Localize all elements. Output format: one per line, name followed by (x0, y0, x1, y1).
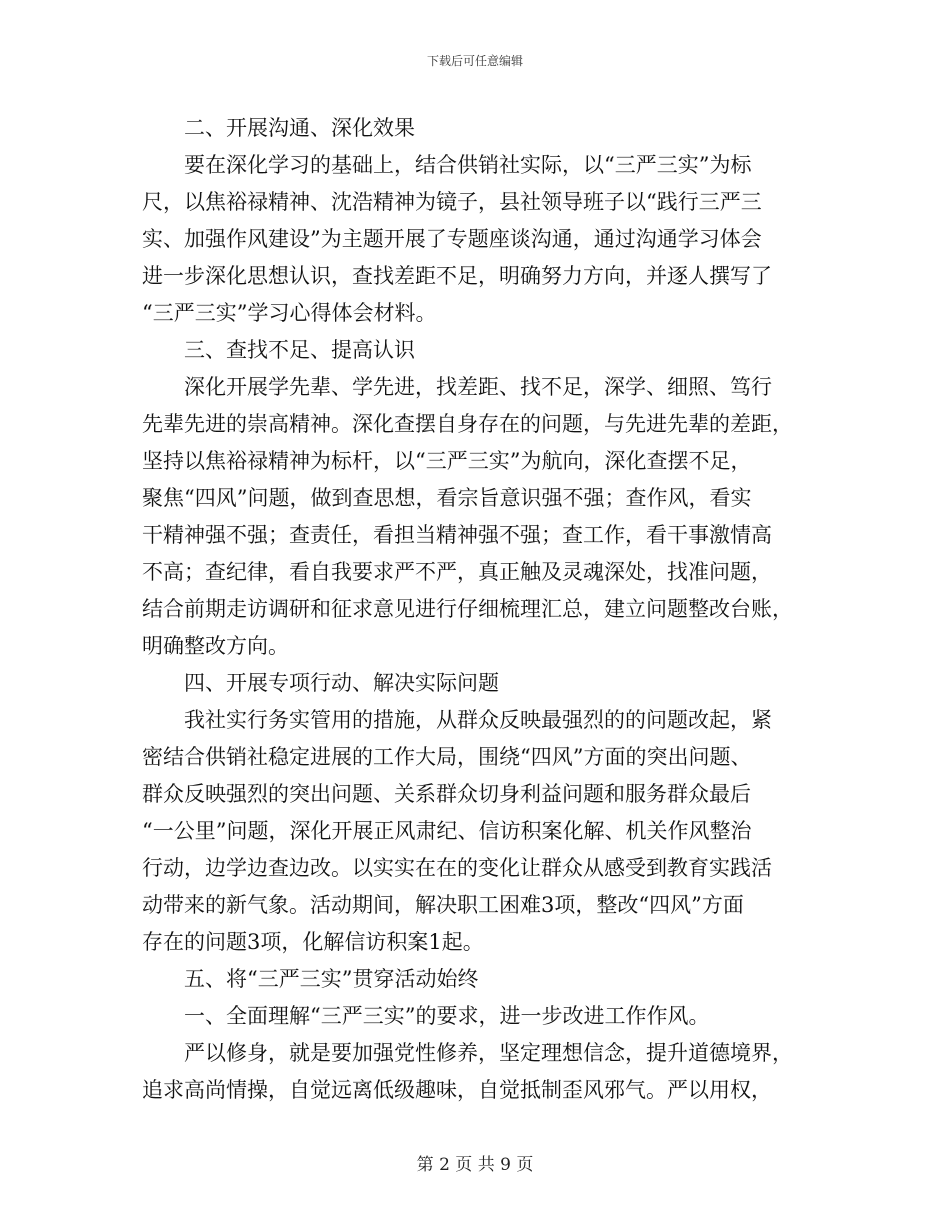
document-body (142, 110, 808, 1109)
paragraph-line: 严以修身，就是要加强党性修养，坚定理想信念，提升道德境界， (184, 1041, 793, 1065)
paragraph-line: 追求高尚情操，自觉远离低级趣味，自觉抵制歪风邪气。严以用权， (142, 1078, 772, 1102)
paragraph-line: 先辈先进的崇高精神。深化查摆自身存在的问题，与先进先辈的差距， (142, 412, 793, 436)
paragraph-line: “一公里”问题，深化开展正风肃纪、信访积案化解、机关作风整治 (142, 819, 752, 843)
section-heading-5: 五、将“三严三实”贯穿活动始终 (184, 967, 479, 991)
paragraph-line: 群众反映强烈的突出问题、关系群众切身利益问题和服务群众最后 (142, 782, 751, 806)
paragraph-line: 聚焦“四风”问题，做到查思想，看宗旨意识强不强；查作风，看实 (142, 486, 752, 510)
paragraph-line: 实、加强作风建设”为主题开展了专题座谈沟通，通过沟通学习体会 (142, 227, 762, 251)
paragraph-line: 明确整改方向。 (142, 634, 289, 658)
page-number: 第 2 页 共 9 页 (416, 1155, 534, 1175)
paragraph-line: 行动，边学边查边改。以实实在在的变化让群众从感受到教育实践活 (142, 856, 772, 880)
paragraph-line: 要在深化学习的基础上，结合供销社实际，以“三严三实”为标 (184, 153, 752, 177)
page-header-note: 下载后可任意编辑 (426, 54, 523, 68)
paragraph-line: “三严三实”学习心得体会材料。 (142, 301, 437, 325)
paragraph-line: 干精神强不强；查责任，看担当精神强不强；查工作，看干事激情高 (142, 523, 772, 547)
paragraph-line: 动带来的新气象。活动期间，解决职工困难3项，整改“四风”方面 (142, 893, 744, 917)
paragraph-line: 存在的问题3项，化解信访积案1起。 (142, 930, 484, 954)
paragraph-line: 尺，以焦裕禄精神、沈浩精神为镜子，县社领导班子以“践行三严三 (142, 190, 762, 214)
paragraph-line: 我社实行务实管用的措施，从群众反映最强烈的的问题改起，紧 (184, 708, 772, 732)
paragraph-line: 结合前期走访调研和征求意见进行仔细梳理汇总，建立问题整改台账， (142, 597, 793, 621)
paragraph-line: 坚持以焦裕禄精神为标杆，以“三严三实”为航向，深化查摆不足， (142, 449, 752, 473)
paragraph-line: 不高；查纪律，看自我要求严不严，真正触及灵魂深处，找准问题， (142, 560, 772, 584)
paragraph-line: 深化开展学先辈、学先进，找差距、找不足，深学、细照、笃行 (184, 375, 772, 399)
subsection-heading-1: 一、全面理解“三严三实”的要求，进一步改进工作作风。 (184, 1004, 710, 1028)
section-heading-2: 二、开展沟通、深化效果 (184, 116, 415, 140)
paragraph-line: 密结合供销社稳定进展的工作大局，围绕“四风”方面的突出问题、 (142, 745, 752, 769)
section-heading-4: 四、开展专项行动、解决实际问题 (184, 671, 499, 695)
paragraph-line: 进一步深化思想认识，查找差距不足，明确努力方向，并逐人撰写了 (142, 264, 772, 288)
section-heading-3: 三、查找不足、提高认识 (184, 338, 415, 362)
